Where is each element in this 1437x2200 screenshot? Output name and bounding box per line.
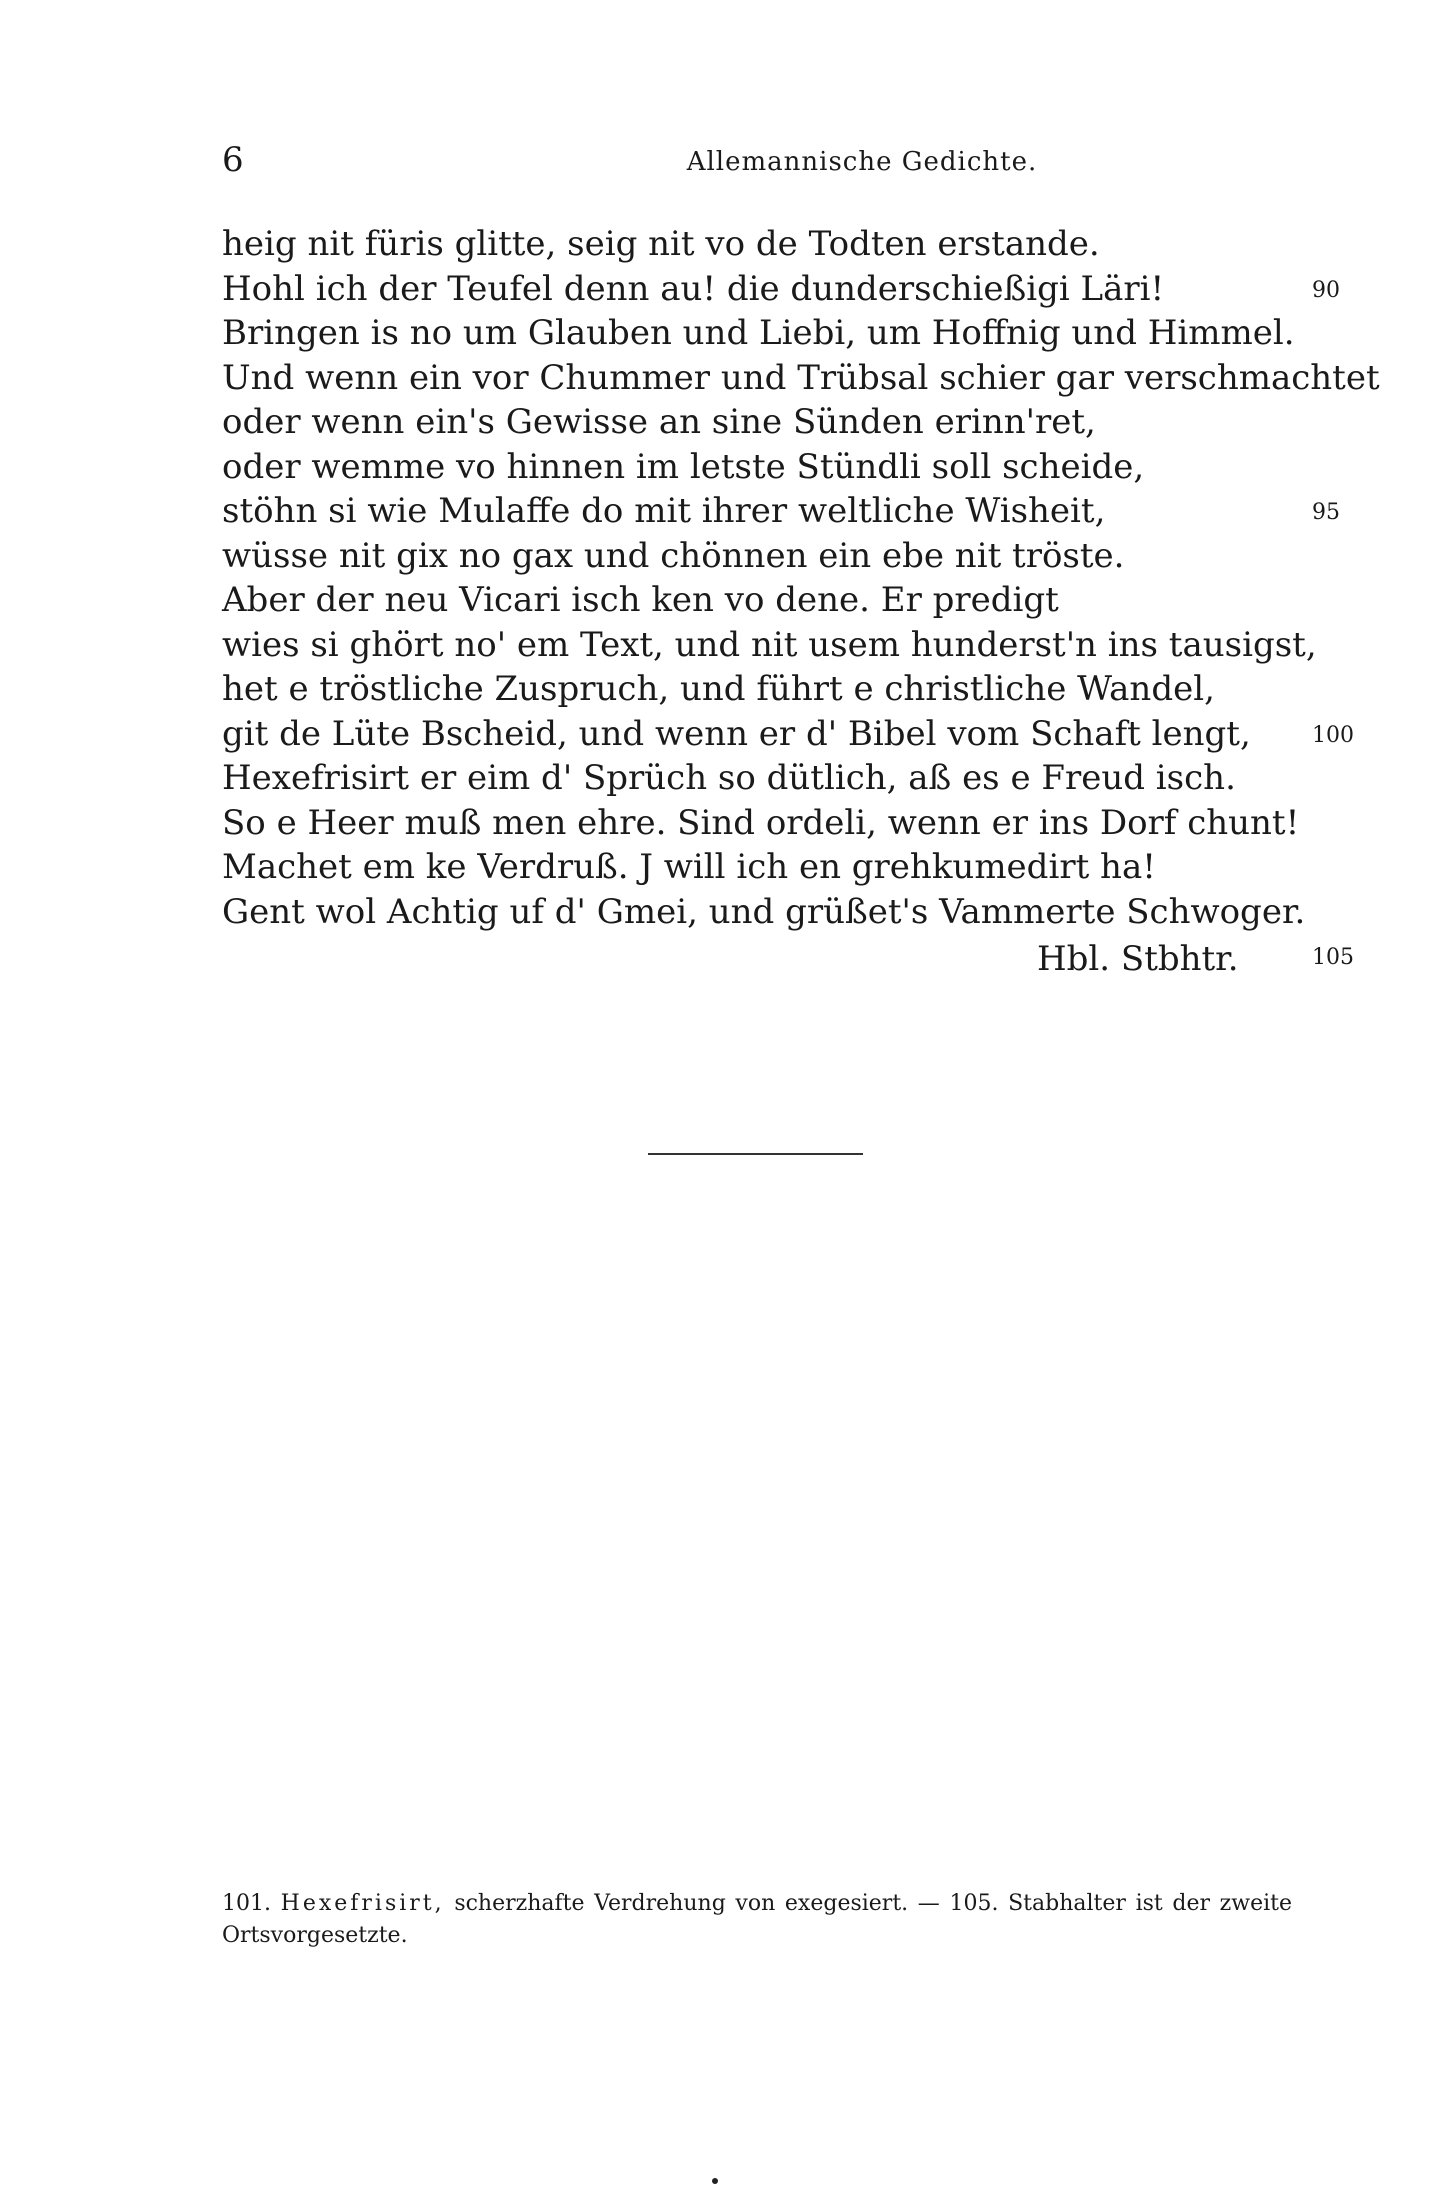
verse-text: oder wenn ein's Gewisse an sine Sünden erinn'ret, <box>222 402 1096 442</box>
section-divider <box>648 1153 863 1155</box>
verse-text: oder wemme vo hinnen im letste Stündli soll scheide, <box>222 446 1145 487</box>
line-number: 105 <box>1312 945 1354 970</box>
verse-line <box>222 845 1342 890</box>
poem-body <box>222 222 1380 984</box>
verse-line <box>222 712 1354 757</box>
verse-text: Gent wol Achtig uf d' Gmei, und grüßet's Vammerte Schwoger. <box>222 891 1306 932</box>
line-number: 100 <box>1312 722 1354 748</box>
verse-line <box>222 890 1342 935</box>
verse-text: het e tröstliche Zuspruch, und führt e christliche Wandel, <box>222 669 1215 709</box>
verse-line <box>222 489 1342 534</box>
verse-text: git de Lüte Bscheid, und wenn er d' Bibel vom Schaft lengt, <box>222 713 1251 754</box>
verse-line <box>222 222 1342 267</box>
verse-line <box>222 534 1342 579</box>
verse-line <box>222 756 1342 801</box>
verse-text: wüsse nit gix no gax und chönnen ein ebe nit tröste. <box>222 535 1125 576</box>
verse-text: wies si ghört no' em Text, und nit usem hunderst'n ins tausigst, <box>222 624 1317 665</box>
line-number: 90 <box>1312 277 1340 303</box>
print-mark <box>712 2178 718 2184</box>
footnote-number: 105. <box>949 1891 999 1916</box>
verse-text: Bringen is no um Glauben und Liebi, um Hoffnig und Himmel. <box>222 313 1295 353</box>
footnote <box>222 1888 1292 1952</box>
verse-line <box>222 400 1342 445</box>
footnote-term: Hexefrisirt, <box>280 1891 445 1916</box>
verse-text: Und wenn ein vor Chummer und Trübsal schier gar verschmachtet <box>222 357 1380 398</box>
footnote-number: 101. <box>222 1891 271 1916</box>
verse-line <box>222 311 1342 356</box>
verse-text: Hexefrisirt er eim d' Sprüch so dütlich, aß es e Freud isch. <box>222 758 1236 798</box>
verse-line <box>222 267 1342 312</box>
verse-text: stöhn si wie Mulaffe do mit ihrer weltliche Wisheit, <box>222 491 1106 531</box>
author-signature: Hbl. Stbhtr. <box>1037 939 1239 979</box>
verse-line <box>222 801 1342 846</box>
verse-line <box>222 356 1380 401</box>
verse-text: So e Heer muß men ehre. Sind ordeli, wenn er ins Dorf chunt! <box>222 802 1300 843</box>
verse-text: Hohl ich der Teufel denn au! die dunderschießigi Läri! <box>222 268 1165 309</box>
line-number: 95 <box>1312 500 1340 525</box>
verse-line <box>222 623 1342 668</box>
footnote-text: Stabhalter ist der zweite Ortsvorgesetzte. <box>222 1891 1292 1948</box>
signature-line <box>222 934 1354 984</box>
verse-line <box>222 667 1342 712</box>
verse-line <box>222 578 1342 623</box>
footnote-text: scherzhafte Verdrehung von exegesiert. — <box>454 1891 940 1916</box>
verse-text: Machet em ke Verdruß. J will ich en grehkumedirt ha! <box>222 847 1156 887</box>
verse-text: heig nit füris glitte, seig nit vo de Todten erstande. <box>222 224 1100 264</box>
verse-text: Aber der neu Vicari isch ken vo dene. Er predigt <box>222 580 1059 620</box>
page-number: 6 <box>222 140 244 180</box>
page-header <box>222 140 1292 180</box>
verse-line <box>222 445 1342 490</box>
running-title: Allemannische Gedichte. <box>686 147 1038 177</box>
